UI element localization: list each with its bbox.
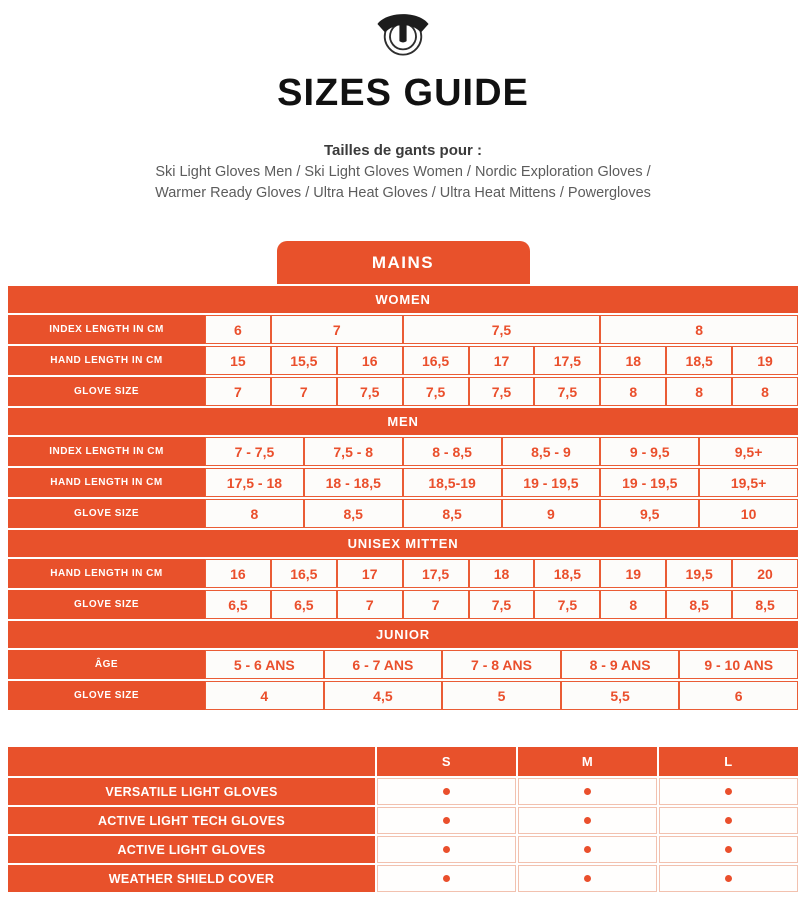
size-cell: 19,5+ xyxy=(699,468,798,497)
column-header-s: S xyxy=(377,747,516,776)
size-row xyxy=(8,499,798,528)
size-cell: 6 - 7 ANS xyxy=(324,650,443,679)
availability-dot-cell xyxy=(377,778,516,805)
size-cell: 7,5 xyxy=(534,377,600,406)
product-row-label: VERSATILE LIGHT GLOVES xyxy=(8,778,375,805)
size-cell: 8 xyxy=(600,377,666,406)
availability-dot-cell xyxy=(659,807,798,834)
product-row-label: WEATHER SHIELD COVER xyxy=(8,865,375,892)
size-cell: 16 xyxy=(205,559,271,588)
brand-logo-icon xyxy=(0,7,806,60)
size-cell: 7 - 8 ANS xyxy=(442,650,561,679)
size-cell: 7,5 xyxy=(403,315,601,344)
size-cell: 7,5 - 8 xyxy=(304,437,403,466)
availability-dot-cell xyxy=(659,836,798,863)
size-cell: 8 - 9 ANS xyxy=(561,650,680,679)
availability-dot-cell xyxy=(377,807,516,834)
row-label: INDEX LENGTH IN CM xyxy=(8,437,205,466)
availability-dot-icon xyxy=(443,846,450,853)
availability-row xyxy=(8,807,798,834)
size-row xyxy=(8,559,798,588)
section-header-unisex-mitten: UNISEX MITTEN xyxy=(8,530,798,557)
size-cell: 18 - 18,5 xyxy=(304,468,403,497)
size-cell: 7 - 7,5 xyxy=(205,437,304,466)
size-cell: 18 xyxy=(600,346,666,375)
availability-dot-icon xyxy=(584,846,591,853)
size-cell: 18,5 xyxy=(666,346,732,375)
size-cell: 6 xyxy=(679,681,798,710)
size-cell: 15 xyxy=(205,346,271,375)
availability-dot-cell xyxy=(377,836,516,863)
size-cell: 5 xyxy=(442,681,561,710)
availability-dot-icon xyxy=(443,788,450,795)
size-cell: 9 - 9,5 xyxy=(600,437,699,466)
size-row xyxy=(8,315,798,344)
size-cell: 8 - 8,5 xyxy=(403,437,502,466)
availability-dot-icon xyxy=(725,846,732,853)
size-cell: 17 xyxy=(469,346,535,375)
availability-dot-cell xyxy=(518,778,657,805)
size-cell: 8,5 - 9 xyxy=(502,437,601,466)
availability-dot-icon xyxy=(584,875,591,882)
subtitle-heading: Tailles de gants pour : xyxy=(323,142,483,159)
size-cell: 7 xyxy=(403,590,469,619)
size-cell: 9,5+ xyxy=(699,437,798,466)
availability-dot-cell xyxy=(659,865,798,892)
size-row xyxy=(8,468,798,497)
size-cell: 8 xyxy=(600,590,666,619)
size-cell: 16,5 xyxy=(403,346,469,375)
tab-mains[interactable] xyxy=(277,241,530,284)
availability-dot-cell xyxy=(377,865,516,892)
size-cell: 8 xyxy=(600,315,798,344)
size-cell: 7 xyxy=(337,590,403,619)
size-cell: 5 - 6 ANS xyxy=(205,650,324,679)
size-cell: 17,5 - 18 xyxy=(205,468,304,497)
product-list-line-2: Warmer Ready Gloves / Ultra Heat Gloves / Ultra Heat Mittens / Powergloves xyxy=(155,185,651,201)
availability-dot-icon xyxy=(443,875,450,882)
row-label: GLOVE SIZE xyxy=(8,590,205,619)
size-cell: 18,5-19 xyxy=(403,468,502,497)
size-cell: 15,5 xyxy=(271,346,337,375)
size-cell: 7,5 xyxy=(534,590,600,619)
row-label: GLOVE SIZE xyxy=(8,681,205,710)
size-cell: 19,5 xyxy=(666,559,732,588)
size-cell: 8 xyxy=(205,499,304,528)
size-cell: 7 xyxy=(271,377,337,406)
size-cell: 7,5 xyxy=(469,590,535,619)
size-cell: 17,5 xyxy=(534,346,600,375)
product-row-label: ACTIVE LIGHT GLOVES xyxy=(8,836,375,863)
product-list-line-1: Ski Light Gloves Men / Ski Light Gloves Women / Nordic Exploration Gloves / xyxy=(155,164,651,180)
availability-dot-icon xyxy=(443,817,450,824)
size-cell: 16 xyxy=(337,346,403,375)
availability-row xyxy=(8,778,798,805)
page-title: SIZES GUIDE xyxy=(277,72,529,114)
size-cell: 6 xyxy=(205,315,271,344)
row-label: HAND LENGTH IN CM xyxy=(8,346,205,375)
size-cell: 19 xyxy=(600,559,666,588)
size-cell: 7,5 xyxy=(403,377,469,406)
size-row xyxy=(8,650,798,679)
availability-dot-cell xyxy=(518,836,657,863)
row-label: HAND LENGTH IN CM xyxy=(8,468,205,497)
size-cell: 8,5 xyxy=(403,499,502,528)
column-header-blank xyxy=(8,747,375,776)
size-cell: 19 - 19,5 xyxy=(600,468,699,497)
size-cell: 19 - 19,5 xyxy=(502,468,601,497)
size-row xyxy=(8,437,798,466)
tab-mains-label: MAINS xyxy=(371,252,435,272)
size-cell: 8,5 xyxy=(304,499,403,528)
size-cell: 6,5 xyxy=(271,590,337,619)
availability-row xyxy=(8,865,798,892)
size-cell: 18,5 xyxy=(534,559,600,588)
availability-dot-icon xyxy=(584,817,591,824)
availability-dot-cell xyxy=(518,807,657,834)
column-header-m: M xyxy=(518,747,657,776)
size-cell: 9 xyxy=(502,499,601,528)
row-label: GLOVE SIZE xyxy=(8,499,205,528)
section-header-men: MEN xyxy=(8,408,798,435)
row-label: ÂGE xyxy=(8,650,205,679)
size-cell: 7 xyxy=(205,377,271,406)
availability-dot-icon xyxy=(725,788,732,795)
size-cell: 4 xyxy=(205,681,324,710)
size-row xyxy=(8,377,798,406)
size-cell: 7,5 xyxy=(469,377,535,406)
brand-logo-svg xyxy=(365,7,441,60)
size-cell: 17,5 xyxy=(403,559,469,588)
size-cell: 7 xyxy=(271,315,403,344)
section-header-junior: JUNIOR xyxy=(8,621,798,648)
size-cell: 20 xyxy=(732,559,798,588)
row-label: HAND LENGTH IN CM xyxy=(8,559,205,588)
row-label: GLOVE SIZE xyxy=(8,377,205,406)
size-cell: 4,5 xyxy=(324,681,443,710)
availability-row xyxy=(8,836,798,863)
size-cell: 5,5 xyxy=(561,681,680,710)
product-row-label: ACTIVE LIGHT TECH GLOVES xyxy=(8,807,375,834)
availability-dot-cell xyxy=(659,778,798,805)
availability-dot-icon xyxy=(725,817,732,824)
availability-dot-icon xyxy=(584,788,591,795)
size-cell: 8 xyxy=(732,377,798,406)
size-cell: 17 xyxy=(337,559,403,588)
size-cell: 19 xyxy=(732,346,798,375)
size-row xyxy=(8,681,798,710)
subtitle-block xyxy=(0,142,806,204)
row-label: INDEX LENGTH IN CM xyxy=(8,315,205,344)
size-cell: 18 xyxy=(469,559,535,588)
size-cell: 9 - 10 ANS xyxy=(679,650,798,679)
availability-dot-cell xyxy=(518,865,657,892)
availability-table xyxy=(8,747,798,892)
size-cell: 16,5 xyxy=(271,559,337,588)
size-row xyxy=(8,346,798,375)
size-table xyxy=(8,286,798,710)
availability-dot-icon xyxy=(725,875,732,882)
size-cell: 10 xyxy=(699,499,798,528)
size-cell: 6,5 xyxy=(205,590,271,619)
size-cell: 8 xyxy=(666,377,732,406)
size-cell: 7,5 xyxy=(337,377,403,406)
size-cell: 9,5 xyxy=(600,499,699,528)
size-cell: 8,5 xyxy=(666,590,732,619)
section-header-women: WOMEN xyxy=(8,286,798,313)
availability-header-row xyxy=(8,747,798,776)
size-row xyxy=(8,590,798,619)
size-cell: 8,5 xyxy=(732,590,798,619)
column-header-l: L xyxy=(659,747,798,776)
